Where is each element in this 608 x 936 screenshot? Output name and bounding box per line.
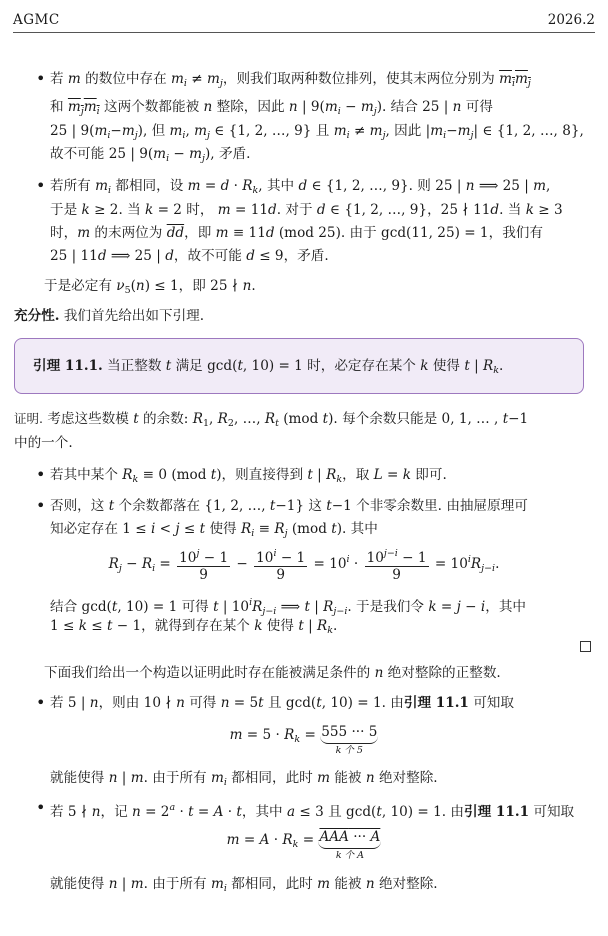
- necessity-b1-l4: 故不可能 25 | $9(m_i - m_j)$, 矛盾.: [50, 146, 251, 164]
- header-date: 2026.2: [547, 12, 595, 28]
- necessity-b2-l1: 若所有 $m_i$ 都相同，设 $m = d \cdot R_k$, 其中 d ∈ {1, 2, …, 9}. 则 25 | n ⟹ 25 | m,: [50, 178, 551, 196]
- page-header: [13, 10, 595, 33]
- proof-b2-l4: 结合 gcd(t, 10) = 1 可得 t | $10^iR_{j-i}$ ⟹ t | $R_{j-i}$. 于是我们令 k = j − i，其中: [50, 597, 527, 617]
- proof-l1: 证明. 考虑这些数模 t 的余数: $R_1$, $R_2$, …, $R_t$ (mod t). 每个余数只能是 0, 1, … , t−1: [14, 411, 529, 429]
- necessity-b2-l3: 时，m 的末两位为 $\overline{dd}$，即 m ≡ 11d (mod 25). 由于 gcd(11, 25) = 1，我们有: [50, 225, 543, 241]
- qed-square-icon: [580, 641, 591, 652]
- construction-c1-l1: 若 5 | n，则由 10 ∤ n 可得 n = 5t 且 gcd(t, 10) = 1. 由引理 11.1 可知取: [50, 695, 514, 711]
- construction-c2-l1: 若 5 ∤ n，记 $n = 2^a \cdot t = A \cdot t$，其中 a ≤ 3 且 gcd(t, 10) = 1. 由引理 11.1 可知取: [50, 802, 575, 820]
- proof-b2-l5: 1 ≤ k ≤ t − 1，就得到存在某个 k 使得 t | $R_k$.: [50, 618, 338, 636]
- necessity-b1-l1: 若 m 的数位中存在 $m_i \ne m_j$，则我们取两种数位排列，使其末两位分别为 $m_im_j$: [50, 71, 531, 89]
- header-title: AGMC: [13, 12, 60, 28]
- necessity-b2-l4: 25 | 11d ⟹ 25 | d，故不可能 d ≤ 9，矛盾.: [50, 248, 329, 264]
- construction-c2-l3: 就能使得 n | m. 由于所有 $m_i$ 都相同，此时 m 能被 n 绝对整除.: [50, 876, 438, 894]
- necessity-b2-l2: 于是 k ≥ 2. 当 k = 2 时， m = 11d. 对于 d ∈ {1, 2, …, 9}，25 ∤ 11d. 当 k ≥ 3: [50, 202, 563, 218]
- underbrace-555: 555 ··· 5 k 个 5: [321, 724, 378, 756]
- proof-equation: $R_j - R_i$ = $\frac{10^j - 1}{9}$ − $\frac{10^i - 1}{9}$ = $10^i$ · $\frac{10^{j-i} - 1}{9}$ = $10^iR_{j-i}$.: [108, 548, 500, 583]
- bullet: •: [36, 693, 46, 712]
- necessity-conclusion: 于是必定有 $\nu_5(n) \le 1$，即 25 ∤ n.: [44, 278, 256, 296]
- bullet: •: [36, 69, 46, 88]
- bullet: •: [36, 465, 46, 484]
- necessity-b1-l3: 25 | $9(m_i-m_j)$, 但 $m_i$, $m_j$ ∈ {1, 2, …, 9} 且 $m_i \ne m_j$, 因此 $|m_i-m_j|$ ∈ {1, 2, …, 8},: [50, 123, 584, 141]
- lemma-box: [14, 338, 584, 394]
- construction-c2-equation: $m = A \cdot R_k$ = AAA ··· A k 个 A: [226, 829, 381, 861]
- bullet: •: [36, 798, 46, 817]
- bullet: •: [36, 176, 46, 195]
- proof-l2: 中的一个.: [14, 435, 73, 451]
- necessity-b1-l2: 和 $m_jm_i$ 这两个数都能被 n 整除，因此 n | $9(m_i - m_j)$. 结合 25 | n 可得: [50, 99, 493, 117]
- lemma-statement: 引理 11.1. 当正整数 t 满足 gcd(t, 10) = 1 时，必定存在某个 k 使得 t | $R_k$.: [33, 358, 504, 376]
- proof-b1: 若其中某个 $R_k \equiv 0$ (mod t)，则直接得到 t | $R_k$，取 L = k 即可.: [50, 467, 447, 485]
- bullet: •: [36, 496, 46, 515]
- construction-c1-equation: $m = 5 \cdot R_k$ = 555 ··· 5 k 个 5: [229, 724, 378, 756]
- sufficiency-line: 充分性. 我们首先给出如下引理.: [14, 308, 205, 324]
- proof-b2-l2: 知必定存在 1 ≤ i < j ≤ t 使得 $R_i \equiv R_j$ (mod t). 其中: [50, 521, 378, 539]
- underbrace-AAA: AAA ··· A k 个 A: [319, 829, 381, 861]
- construction-intro: 下面我们给出一个构造以证明此时存在能被满足条件的 n 绝对整除的正整数.: [44, 665, 501, 681]
- proof-b2-l1: 否则，这 t 个余数都落在 {1, 2, …, t−1} 这 t−1 个非零余数里. 由抽屉原理可: [50, 498, 528, 514]
- construction-c1-l3: 就能使得 n | m. 由于所有 $m_i$ 都相同，此时 m 能被 n 绝对整除.: [50, 770, 438, 788]
